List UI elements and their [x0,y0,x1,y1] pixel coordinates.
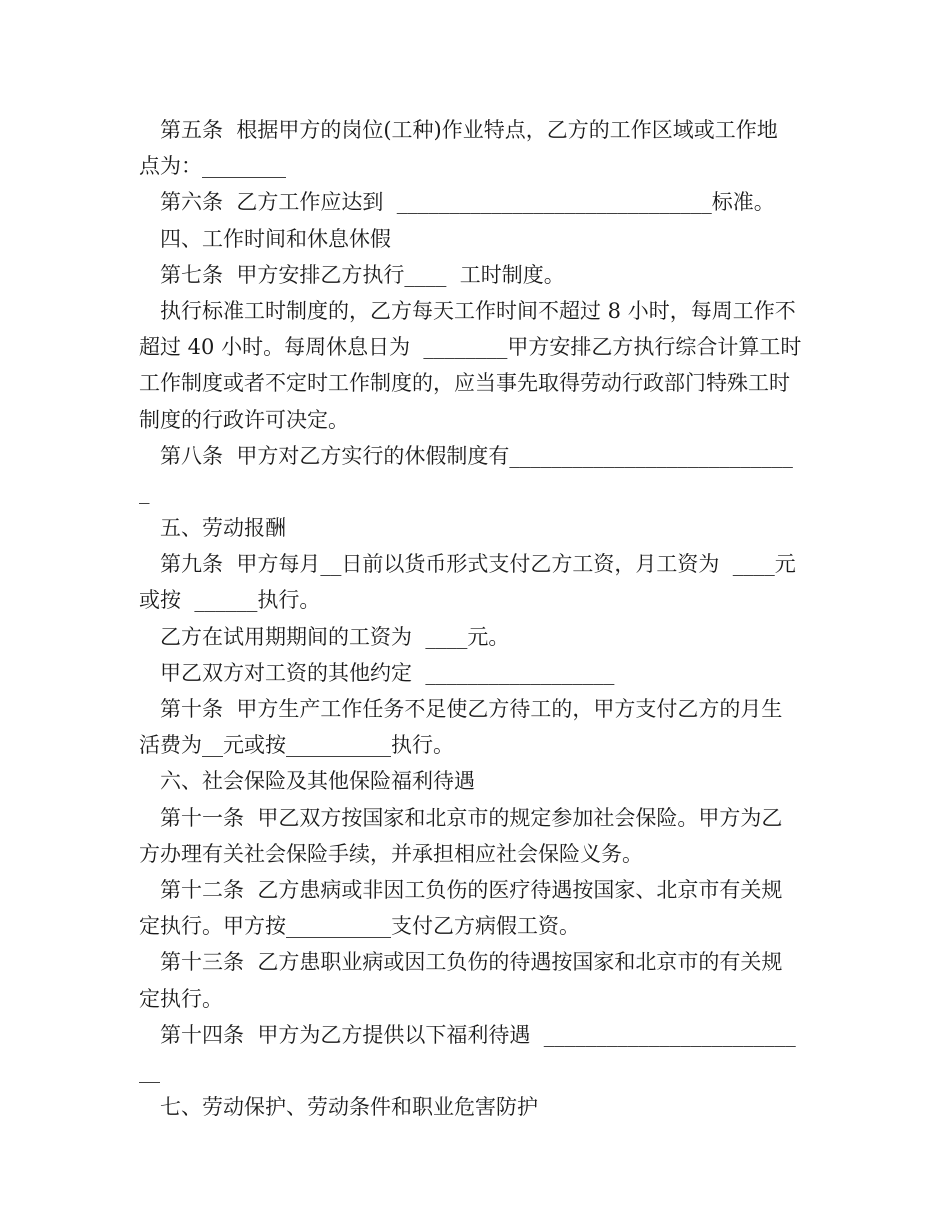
text-line: 活费为__元或按__________执行。 [139,733,454,758]
text-line: 超过 40 小时。每周休息日为 ________甲方安排乙方执行综合计算工时 [139,335,802,360]
text-line: 乙方在试用期期间的工资为 ____元。 [160,624,510,649]
text-line: 第六条 乙方工作应达到 ______________________________标准。 [160,190,775,215]
text-line: 第十四条 甲方为乙方提供以下福利待遇 ________________________ [160,1022,796,1047]
contract-text [139,112,813,1125]
section-heading: 六、社会保险及其他保险福利待遇 [160,769,475,794]
text-line: 第五条 根据甲方的岗位(工种)作业特点，乙方的工作区域或工作地 [160,118,778,142]
text-line: 第十三条 乙方患职业病或因工负伤的待遇按国家和北京市的有关规 [160,950,783,975]
text-line: 定执行。 [139,986,223,1011]
section-heading: 七、劳动保护、劳动条件和职业危害防护 [160,1095,538,1120]
text-line: 制度的行政许可决定。 [139,407,349,432]
text-line: 或按 ______执行。 [139,588,321,613]
text-line: 方办理有关社会保险手续，并承担相应社会保险义务。 [139,841,643,866]
text-line: 第七条 甲方安排乙方执行____ 工时制度。 [160,262,565,287]
text-line: __ [139,1058,160,1083]
text-line: _ [139,479,150,504]
text-line: 甲乙双方对工资的其他约定 __________________ [160,660,615,685]
text-line: 执行标准工时制度的，乙方每天工作时间不超过 8 小时，每周工作不 [160,298,796,323]
section-heading: 五、劳动报酬 [160,516,286,541]
text-line: 第十条 甲方生产工作任务不足使乙方待工的，甲方支付乙方的月生 [160,697,783,721]
text-line: 第八条 甲方对乙方实行的休假制度有___________________________ [160,443,793,468]
text-line: 定执行。甲方按__________支付乙方病假工资。 [139,914,580,939]
text-line: 第十一条 甲乙双方按国家和北京市的规定参加社会保险。甲方为乙 [160,805,783,830]
text-line: 第十二条 乙方患病或非因工负伤的医疗待遇按国家、北京市有关规 [160,877,783,902]
text-line: 点为：________ [139,154,286,179]
text-line: 第九条 甲方每月__日前以货币形式支付乙方工资，月工资为 ____元 [160,552,796,577]
text-line: 工作制度或者不定时工作制度的，应当事先取得劳动行政部门特殊工时 [139,371,790,396]
section-heading: 四、工作时间和休息休假 [160,226,391,251]
